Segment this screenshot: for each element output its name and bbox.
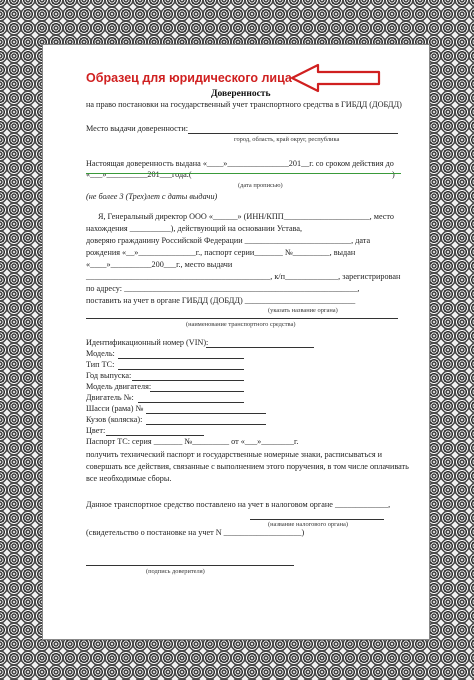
year-line [132, 380, 244, 381]
document-subtitle: на право постановки на государственный учет транспортного средства в ГИБДД (ДОБДД) [86, 100, 402, 109]
type-label: Тип ТС: [86, 360, 115, 369]
tax-hint: (название налогового органа) [268, 521, 348, 528]
vin-line [206, 347, 314, 348]
validity-note: (не более 3 (Трех)лет с даты выдачи) [86, 192, 218, 201]
validity-line-1: Настоящая доверенность выдана «____»_______________201__г. со сроком действия до [86, 159, 394, 168]
chassis-label: Шасси (рама) № [86, 404, 144, 413]
vehicle-name-line [86, 318, 398, 319]
body-line-3: доверяю гражданину Российской Федерации __________________________, дата [86, 236, 371, 245]
validity-line-2-close: ) [392, 170, 395, 179]
engine-model-label: Модель двигателя: [86, 382, 152, 391]
vin-label: Идентификационный номер (VIN): [86, 338, 209, 347]
validity-highlight-line [86, 173, 401, 174]
body-line-2: нахождения __________), действующий на основании Устава, [86, 224, 303, 233]
model-label: Модель: [86, 349, 115, 358]
tax-line: Данное транспортное средство поставлено на учет в налоговом органе _____________, [86, 500, 391, 509]
body-line-6b: по адресу: _________________________________________________________, [86, 284, 360, 293]
body-line [146, 424, 266, 425]
validity-hint: (дата прописью) [238, 182, 283, 189]
place-label: Место выдачи доверенности: [86, 124, 189, 133]
body-line-7: поставить на учет в органе ГИБДД (ДОБДД) ___________________________ [86, 296, 356, 305]
tax-organ-line [250, 519, 384, 520]
certificate-line: (свидетельство о постановке на учет N ___________________) [86, 528, 305, 537]
engine-no-label: Двигатель №: [86, 393, 134, 402]
body-line-6a: _____________________________________________, к/п_____________, зарегистрирован [86, 272, 401, 281]
type-line [118, 369, 244, 370]
engine-no-line [138, 402, 244, 403]
document-title: Доверенность [211, 89, 271, 99]
validity-line-2: «___»__________201___года.( [86, 170, 192, 179]
year-label: Год выпуска: [86, 371, 132, 380]
closing-line-1: получить технический паспорт и государственные номерные знаки, расписываться и [86, 450, 383, 459]
body-line-4: рождения «__»______________г., паспорт серии_______ №_________, выдан [86, 248, 356, 257]
passport-line: Паспорт ТС: серия _______ №_________ от «___»________г. [86, 437, 299, 446]
organ-hint: (указать название органа) [268, 307, 338, 314]
model-line [118, 358, 244, 359]
signature-line [86, 565, 294, 566]
color-line [106, 435, 204, 436]
closing-line-3: все необходимые сборы. [86, 474, 172, 483]
color-label: Цвет: [86, 426, 106, 435]
place-line [188, 133, 398, 134]
vehicle-name-hint: (наименование транспортного средства) [186, 321, 296, 328]
chassis-line [146, 413, 266, 414]
body-line-1: Я, Генеральный директор ООО «______» (ИНН/КПП_____________________, место [98, 212, 394, 221]
body-label: Кузов (коляска): [86, 415, 143, 424]
place-hint: город, область, край округ, республика [234, 136, 340, 143]
engine-model-line [150, 391, 244, 392]
closing-line-2: совершать все действия, связанные с выполнением этого поручения, в том числе оплачивать [86, 462, 409, 471]
signature-hint: (подпись доверителя) [146, 568, 205, 575]
body-line-5: «____»__________200___г., место выдачи [86, 260, 233, 269]
red-arrow-icon [290, 63, 382, 93]
sample-title: Образец для юридического лица [86, 71, 292, 85]
